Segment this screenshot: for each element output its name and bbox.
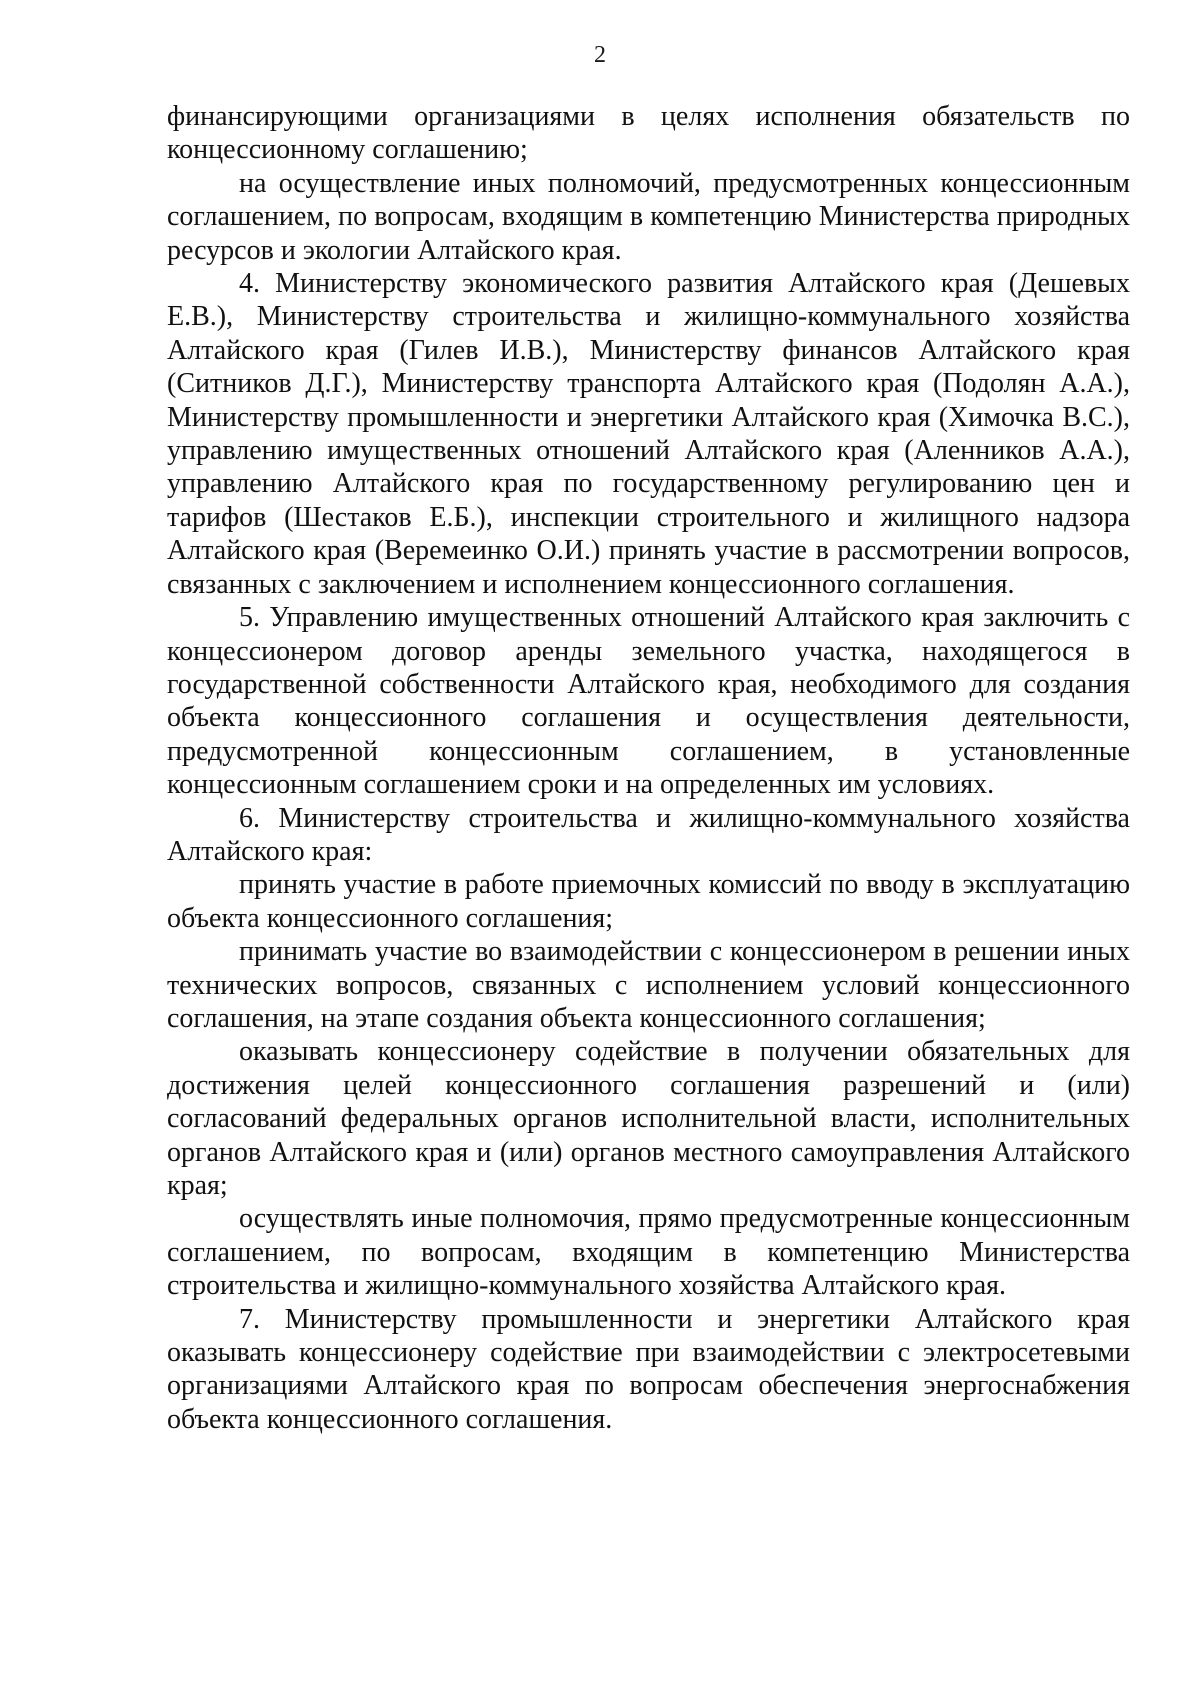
paragraph-item-7: 7. Министерству промышленности и энергетики Алтайского края оказывать концессионеру содействие при взаимодействии с электросетевыми организациями Алтайского края по вопросам обеспечения энергоснабжения объекта концессионного соглашения. xyxy=(167,1303,1130,1435)
paragraph-item-6-assistance: оказывать концессионеру содействие в получении обязательных для достижения целей концессионного соглашения разрешений и (или) согласований федеральных органов исполнительной власти, исполнительных органов Алтайского края и (или) органов местного самоуправления Алтайского края; xyxy=(167,1036,1130,1201)
paragraph-item-6: 6. Министерству строительства и жилищно-коммунального хозяйства Алтайского края: xyxy=(167,802,1130,867)
paragraph-item-6-acceptance: принять участие в работе приемочных комиссий по вводу в эксплуатацию объекта концессионного соглашения; xyxy=(167,869,1130,934)
document-body xyxy=(167,100,1130,1436)
page-number: 2 xyxy=(594,42,606,68)
paragraph-item-6-other-powers: осуществлять иные полномочия, прямо предусмотренные концессионным соглашением, по вопросам, входящим в компетенцию Министерства строительства и жилищно-коммунального хозяйства Алтайского края. xyxy=(167,1203,1130,1302)
paragraph-item-5: 5. Управлению имущественных отношений Алтайского края заключить с концессионером договор аренды земельного участка, находящегося в государственной собственности Алтайского края, необходимого для создания объекта концессионного соглашения и осуществления деятельности, предусмотренной концессионным соглашением, в установленные концессионным соглашением сроки и на определенных им условиях. xyxy=(167,602,1130,801)
paragraph-item-4: 4. Министерству экономического развития Алтайского края (Дешевых Е.В.), Министерству строительства и жилищно-коммунального хозяйства Алтайского края (Гилев И.В.), Министерству финансов Алтайского края (Ситников Д.Г.), Министерству транспорта Алтайского края (Подолян А.А.), Министерству промышленности и энергетики Алтайского края (Химочка В.С.), управлению имущественных отношений Алтайского края (Аленников А.А.), управлению Алтайского края по государственному регулированию цен и тарифов (Шестаков Е.Б.), инспекции строительного и жилищного надзора Алтайского края (Веремеинко О.И.) принять участие в рассмотрении вопросов, связанных с заключением и исполнением концессионного соглашения. xyxy=(167,268,1130,600)
paragraph-continuation: финансирующими организациями в целях исполнения обязательств по концессионному соглашению; xyxy=(167,101,1130,166)
paragraph-other-powers-ministry-nature: на осуществление иных полномочий, предусмотренных концессионным соглашением, по вопросам, входящим в компетенцию Министерства природных ресурсов и экологии Алтайского края. xyxy=(167,167,1130,266)
paragraph-item-6-interaction: принимать участие во взаимодействии с концессионером в решении иных технических вопросов, связанных с исполнением условий концессионного соглашения, на этапе создания объекта концессионного соглашения; xyxy=(167,936,1130,1034)
